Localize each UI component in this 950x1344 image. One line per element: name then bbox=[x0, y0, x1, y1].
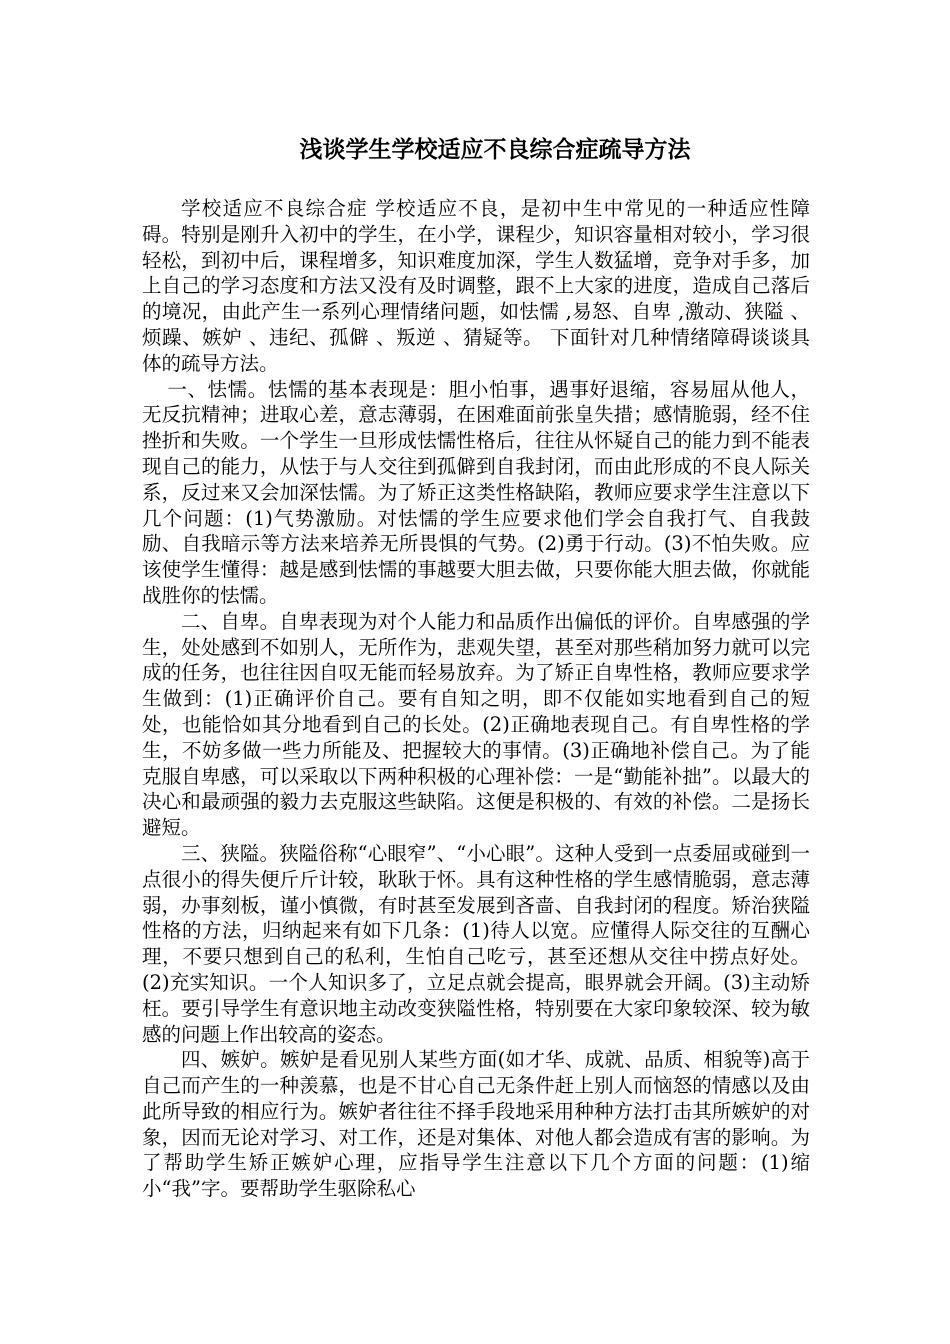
paragraph-intro: 学校适应不良综合症 学校适应不良，是初中生中常见的一种适应性障碍。特别是刚升入初中的学生，在小学，课程少，知识容量相对较小，学习很轻松，到初中后，课程增多，知识难度加深，学生人数猛增，竞争对手多，加上自己的学习态度和方法又没有及时调整，跟不上大家的进度，造成自己落后的境况，由此产生一系列心理情绪问题，如怯懦 ,易怒、自卑 ,激动、狭隘 、烦躁、嫉妒 、违纪、孤僻 、叛逆 、猜疑等。 下面针对几种情绪障碍谈谈具体的疏导方法。 bbox=[142, 197, 810, 375]
paragraph-section-4: 四、嫉妒。嫉妒是看见别人某些方面(如才华、成就、品质、相貌等)高于自己而产生的一种羡慕，也是不甘心自己无条件赶上别人而恼怒的情感以及由此所导致的相应行为。嫉妒者往往不择手段地采用种种方法打击其所嫉妒的对象，因而无论对学习、对工作，还是对集体、对他人都会造成有害的影响。为了帮助学生矫正嫉妒心理，应指导学生注意以下几个方面的问题：(1)缩小“我”字。要帮助学生驱除私心 bbox=[142, 1048, 810, 1201]
paragraph-section-1: 一、怯懦。怯懦的基本表现是：胆小怕事，遇事好退缩，容易屈从他人，无反抗精神；进取心差，意志薄弱，在困难面前张皇失措；感情脆弱，经不住挫折和失败。一个学生一旦形成怯懦性格后，往往从怀疑自己的能力到不能表现自己的能力，从怯于与人交往到孤僻到自我封闭，而由此形成的不良人际关系，反过来又会加深怯懦。为了矫正这类性格缺陷，教师应要求学生注意以下几个问题：(1)气势激励。对怯懦的学生应要求他们学会自我打气、自我鼓励、自我暗示等方法来培养无所畏惧的气势。(2)勇于行动。(3)不怕失败。应该使学生懂得：越是感到怯懦的事越要大胆去做，只要你能大胆去做，你就能战胜你的怯懦。 bbox=[142, 377, 810, 607]
paragraph-section-3: 三、狭隘。狭隘俗称“心眼窄”、“小心眼”。这种人受到一点委屈或碰到一点很小的得失便斤斤计较，耿耿于怀。具有这种性格的学生感情脆弱，意志薄弱，办事刻板，谨小慎微，有时甚至发展到吝啬、自我封闭的程度。矫治狭隘性格的方法，归纳起来有如下几条：(1)待人以宽。应懂得人际交往的互酬心理，不要只想到自己的私利，生怕自己吃亏，甚至还想从交往中捞点好处。(2)充实知识。一个人知识多了，立足点就会提高，眼界就会开阔。(3)主动矫枉。要引导学生有意识地主动改变狭隘性格，特别要在大家印象较深、较为敏感的问题上作出较高的姿态。 bbox=[142, 841, 810, 1046]
paragraph-section-2: 二、自卑。自卑表现为对个人能力和品质作出偏低的评价。自卑感强的学生，处处感到不如别人，无所作为，悲观失望，甚至对那些稍加努力就可以完成的任务，也往往因自叹无能而轻易放弃。为了矫正自卑性格，教师应要求学生做到：(1)正确评价自己。要有自知之明，即不仅能如实地看到自己的短处，也能恰如其分地看到自己的长处。(2)正确地表现自己。有自卑性格的学生，不妨多做一些力所能及、把握较大的事情。(3)正确地补偿自己。为了能克服自卑感，可以采取以下两种积极的心理补偿：一是“勤能补拙”。以最大的决心和最顽强的毅力去克服这些缺陷。这便是积极的、有效的补偿。二是扬长避短。 bbox=[142, 609, 810, 840]
document-title: 浅谈学生学校适应不良综合症疏导方法 bbox=[299, 136, 691, 163]
document-body bbox=[142, 196, 810, 1202]
